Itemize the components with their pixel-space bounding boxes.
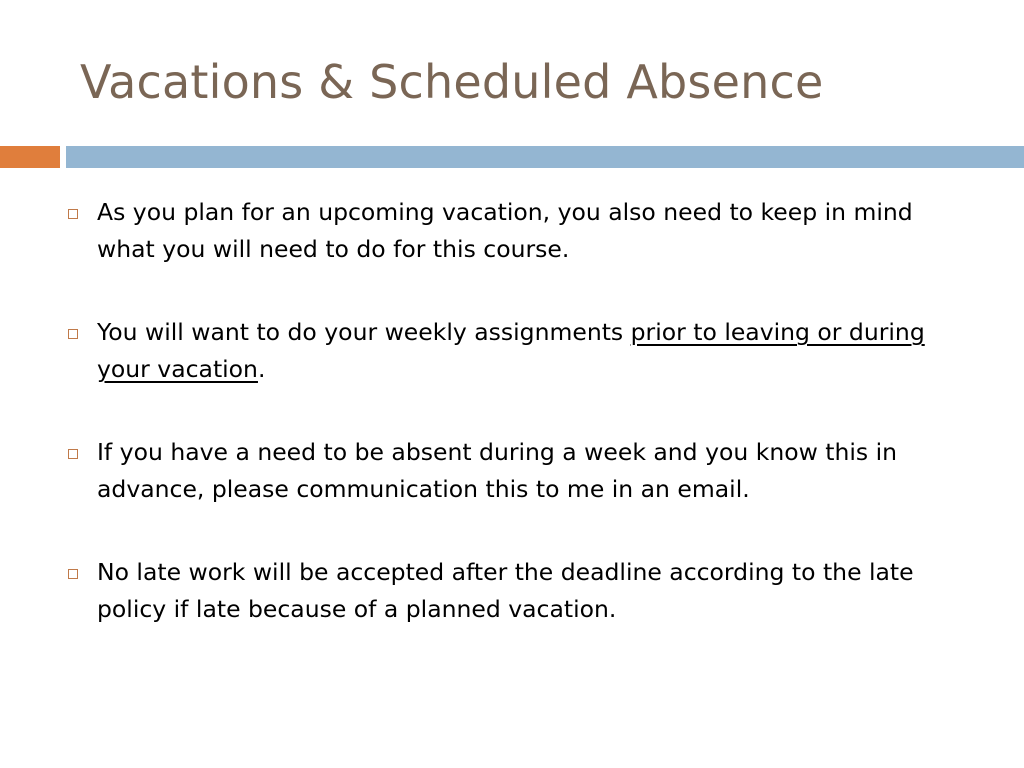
bullet-text-prefix: You will want to do your weekly assignments — [97, 318, 631, 346]
bullet-item — [62, 434, 972, 508]
title-accent-bar — [0, 146, 60, 168]
hollow-square-bullet-icon — [68, 449, 78, 459]
bullet-item — [62, 554, 972, 628]
bullet-item — [62, 194, 972, 268]
hollow-square-bullet-icon — [68, 329, 78, 339]
slide-title: Vacations & Scheduled Absence — [80, 55, 824, 109]
bullet-list — [62, 194, 972, 674]
title-underline-bar — [66, 146, 1024, 168]
bullet-item — [62, 314, 972, 388]
bullet-text-suffix: . — [257, 355, 266, 383]
hollow-square-bullet-icon — [68, 569, 78, 579]
bullet-text: As you plan for an upcoming vacation, you also need to keep in mind what you will need to do for this course. — [97, 198, 913, 263]
hollow-square-bullet-icon — [68, 209, 78, 219]
bullet-text: If you have a need to be absent during a week and you know this in advance, please communication this to me in an email. — [97, 438, 898, 503]
bullet-underlined-text: prior to leaving or during your vacation — [97, 318, 925, 383]
bullet-text: No late work will be accepted after the deadline according to the late policy if late because of a planned vacation. — [97, 558, 914, 623]
